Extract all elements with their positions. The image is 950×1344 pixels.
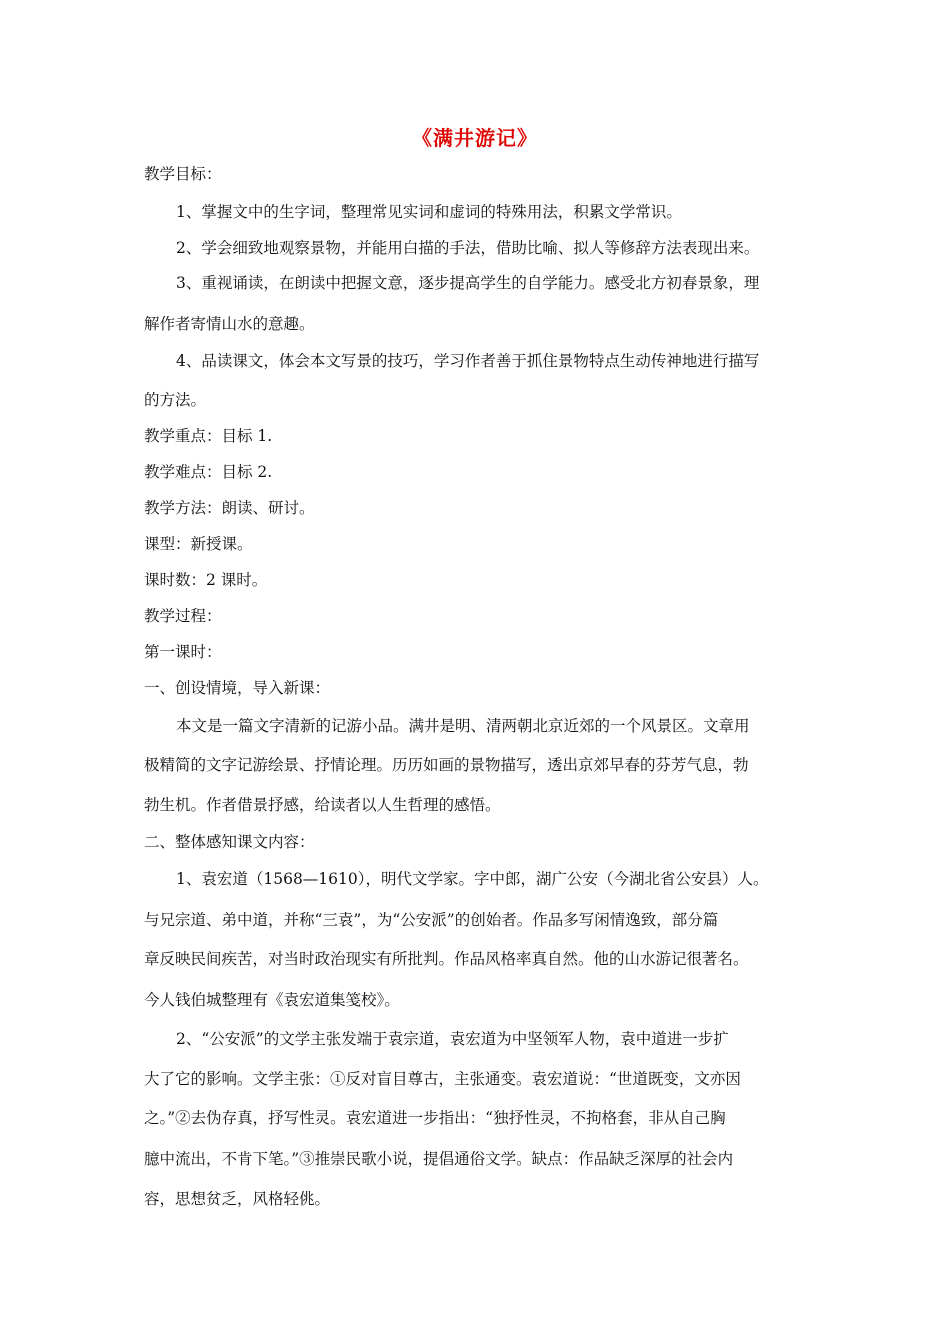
intro-paragraph-line-1: 本文是一篇文字清新的记游小品。满井是明、清两朝北京近郊的一个风景区。文章用 [176,717,750,735]
lesson-type: 课型：新授课。 [144,535,253,553]
school-paragraph-line-4: 臆中流出，不肯下笔。”③推崇民歌小说，提倡通俗文学。缺点：作品缺乏深厚的社会内 [144,1150,734,1168]
lesson-count: 课时数：2 课时。 [144,571,268,589]
intro-paragraph-line-2: 极精简的文字记游绘景、抒情论理。历历如画的景物描写，透出京郊早春的芬芳气息，勃 [144,756,749,774]
intro-paragraph-line-3: 勃生机。作者借景抒感，给读者以人生哲理的感悟。 [144,796,501,814]
part-two-heading: 二、整体感知课文内容： [144,833,315,851]
document-title: 《满井游记》 [412,126,538,150]
objective-item-3: 3、重视诵读，在朗读中把握文意，逐步提高学生的自学能力。感受北方初春景象，理 [176,274,760,292]
teaching-focus: 教学重点：目标 1. [144,427,273,445]
first-lesson-heading: 第一课时： [144,643,222,661]
objective-item-4: 4、品读课文，体会本文写景的技巧，学习作者善于抓住景物特点生动传神地进行描写 [176,352,760,370]
author-paragraph-line-2: 与兄宗道、弟中道，并称“三袁”，为“公安派”的创始者。作品多写闲情逸致，部分篇 [144,911,719,929]
school-paragraph-line-5: 容，思想贫乏，风格轻佻。 [144,1190,331,1208]
section-heading-objectives: 教学目标： [144,165,222,183]
teaching-difficulty: 教学难点：目标 2. [144,463,273,481]
school-paragraph-line-2: 大了它的影响。文学主张：①反对盲目尊古，主张通变。袁宏道说：“世道既变，文亦因 [144,1070,741,1088]
school-paragraph-line-1: 2、“公安派”的文学主张发端于袁宗道，袁宏道为中坚领军人物，袁中道进一步扩 [176,1030,729,1048]
author-paragraph-line-1: 1、袁宏道（1568—1610），明代文学家。字中郎，湖广公安（今湖北省公安县）人。 [176,870,769,888]
section-heading-process: 教学过程： [144,607,222,625]
part-one-heading: 一、创设情境，导入新课： [144,679,331,697]
author-paragraph-line-4: 今人钱伯城整理有《袁宏道集笺校》。 [144,991,400,1009]
author-paragraph-line-3: 章反映民间疾苦，对当时政治现实有所批判。作品风格率真自然。他的山水游记很著名。 [144,950,749,968]
objective-item-2: 2、学会细致地观察景物，并能用白描的手法，借助比喻、拟人等修辞方法表现出来。 [176,239,760,257]
objective-item-1: 1、掌握文中的生字词，整理常见实词和虚词的特殊用法，积累文学常识。 [176,203,682,221]
teaching-method: 教学方法：朗读、研讨。 [144,499,315,517]
objective-item-4-cont: 的方法。 [144,391,207,409]
school-paragraph-line-3: 之。”②去伪存真，抒写性灵。袁宏道进一步指出：“独抒性灵，不拘格套，非从自己胸 [144,1109,726,1127]
objective-item-3-cont: 解作者寄情山水的意趣。 [144,315,315,333]
